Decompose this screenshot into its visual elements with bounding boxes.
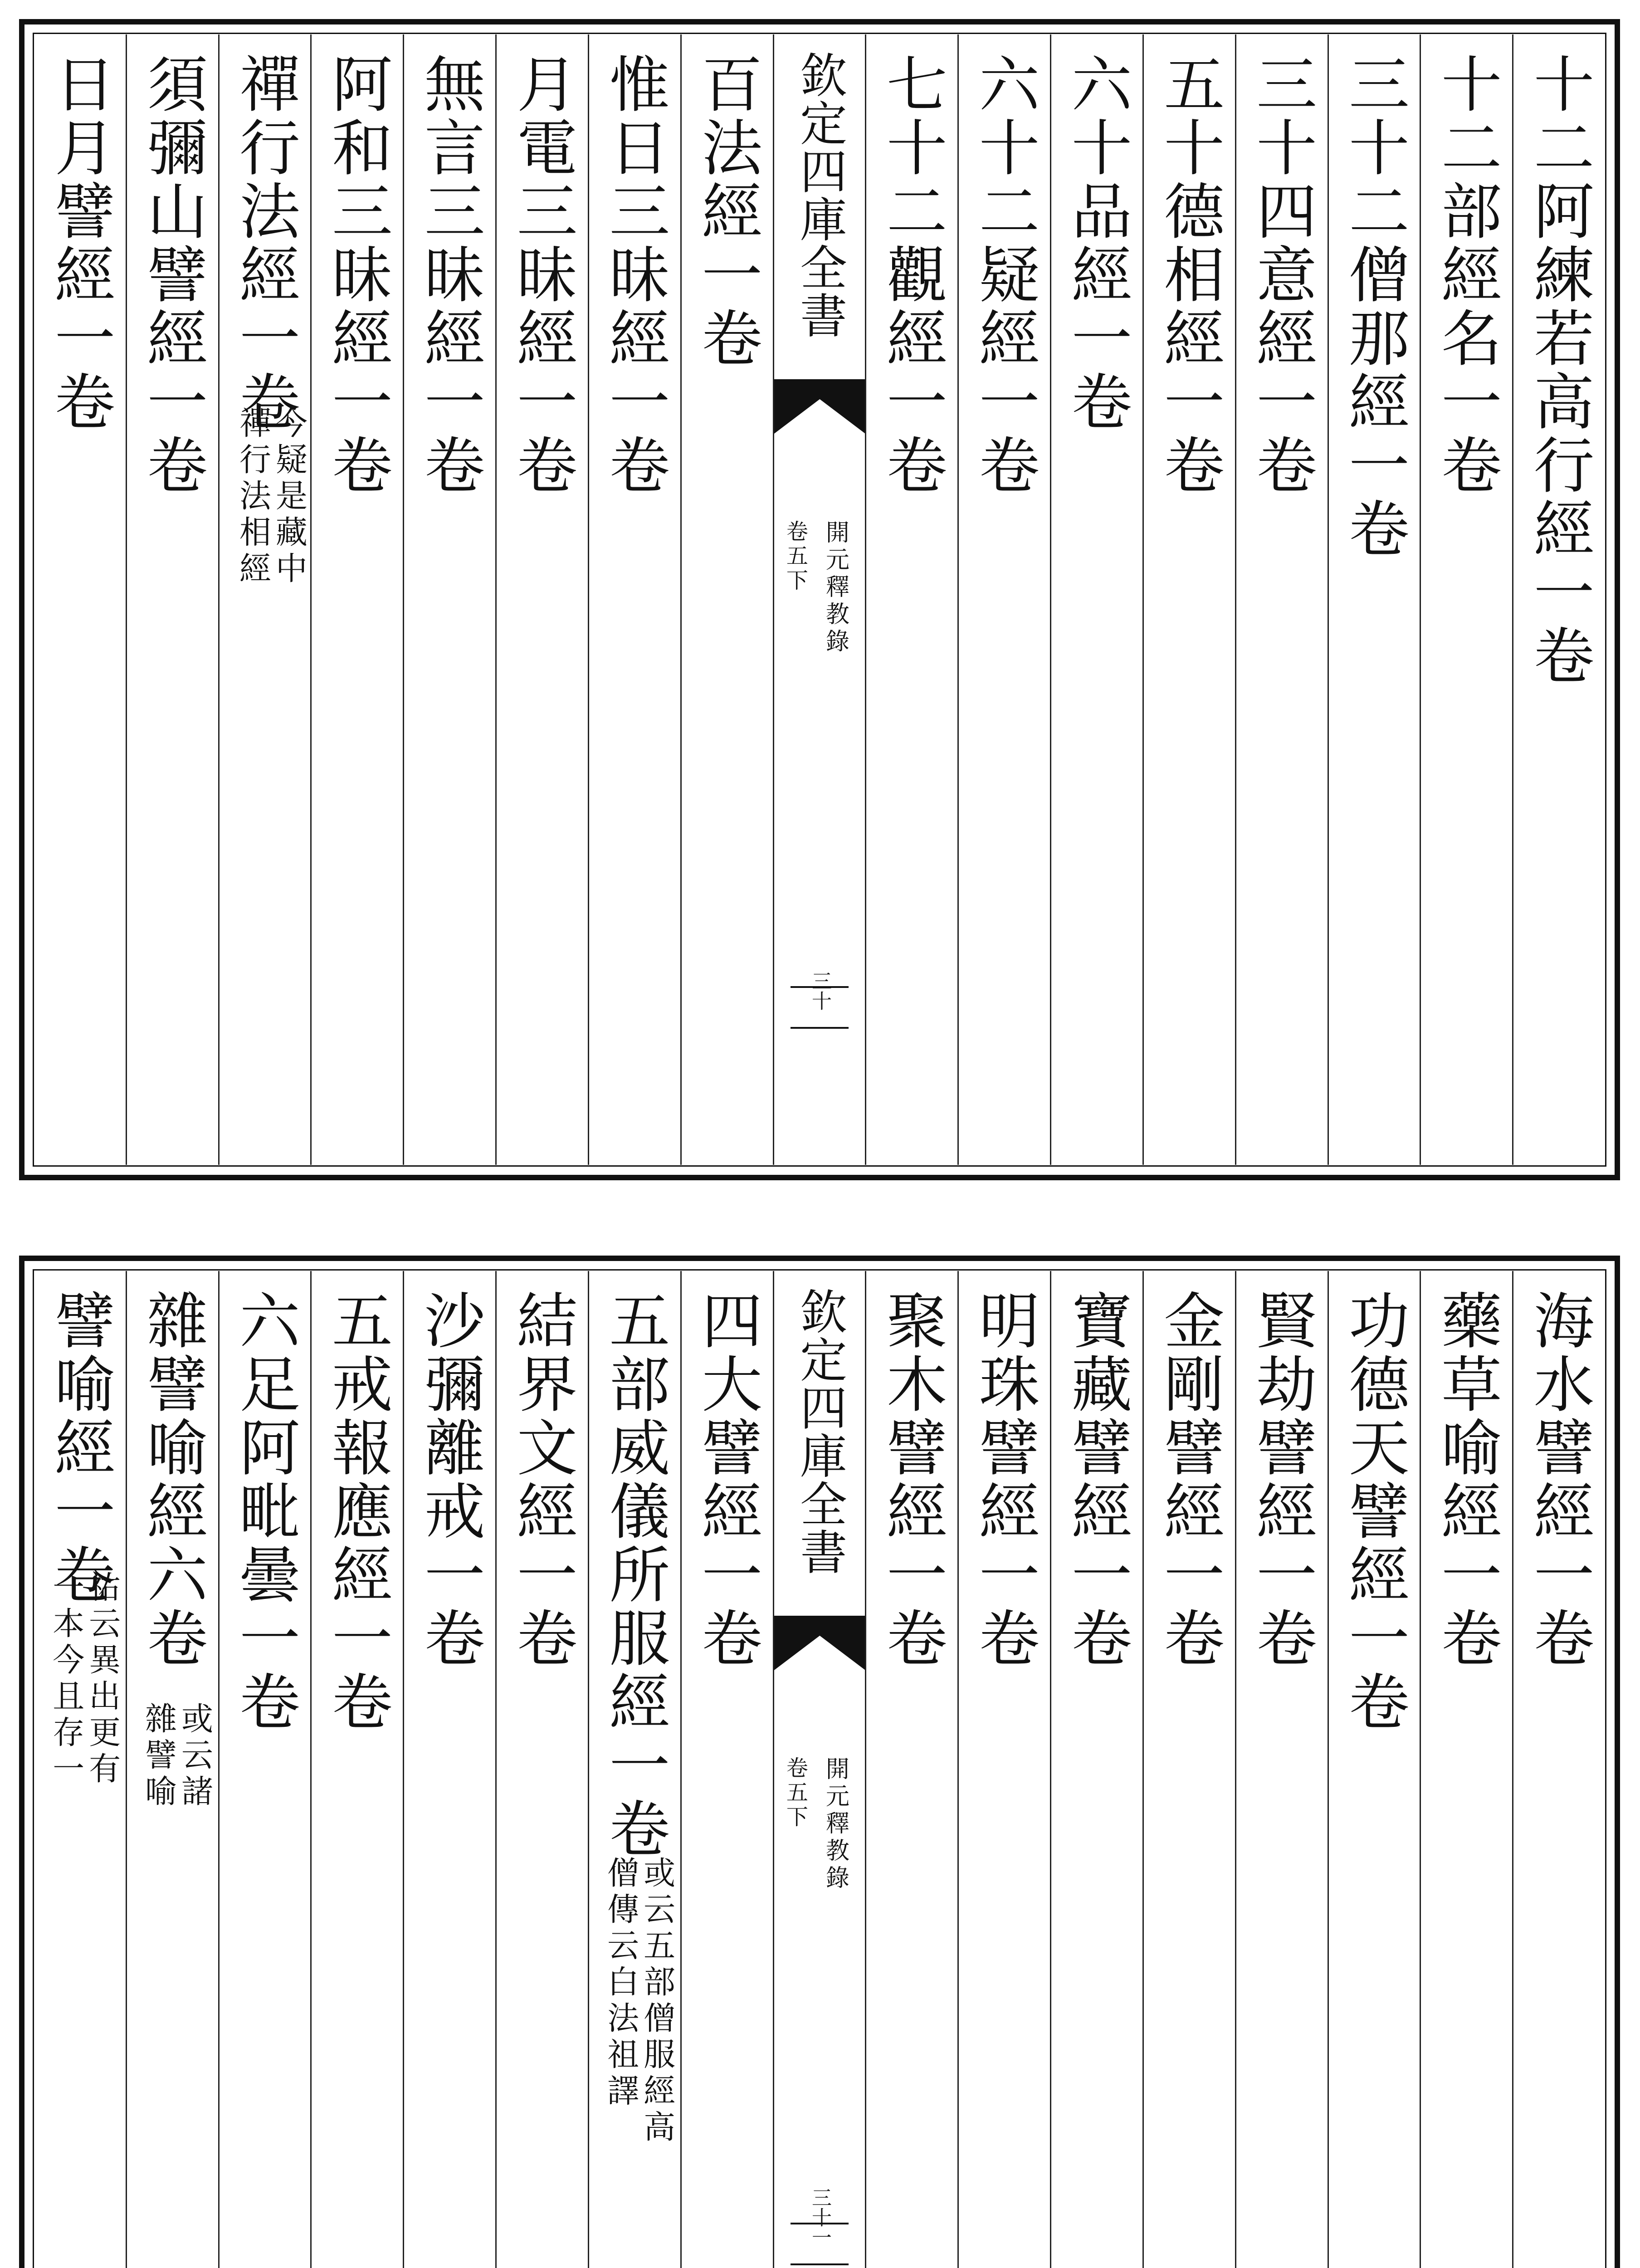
text-column [957,34,1050,1165]
sutra-title: 六十品經一卷 [1061,53,1132,434]
annotation-line: 祐云異出更有 [83,1570,121,1788]
sutra-title: 十二阿練若高行經一卷 [1523,53,1595,688]
text-column [310,1271,403,2268]
book-title: 開元釋教錄 [821,1756,849,1892]
sutra-title: 功德天譬經一卷 [1338,1289,1410,1734]
text-column [495,34,588,1165]
annotation-line: 禪行法相經 [234,406,272,588]
sutra-title: 賢劫譬經一卷 [1246,1289,1318,1670]
sutra-title: 聚木譬經一卷 [876,1289,947,1670]
sutra-title: 明珠譬經一卷 [969,1289,1040,1670]
fold-center [774,34,865,1165]
sutra-title: 阿和三昧經一卷 [322,53,393,497]
annotation-line: 今疑是藏中 [270,406,308,588]
text-column [34,34,126,1165]
text-column [1328,1271,1420,2268]
text-column [957,1271,1050,2268]
sutra-title: 四大譬經一卷 [692,1289,763,1670]
leaf-number: 三十一 [808,2187,831,2247]
sutra-title: 寶藏譬經一卷 [1061,1289,1132,1670]
annotation-line: 一本今且存一 [47,1570,85,1788]
sutra-title: 百法經一卷 [692,53,763,370]
text-column [218,34,311,1165]
text-column [403,1271,495,2268]
collection-title: 欽定四庫全書 [791,1287,847,1576]
annotation-line: 雜譬喻 [140,1702,177,1811]
text-column [865,1271,957,2268]
leaf-number: 三十 [808,971,831,1011]
text-column [126,1271,218,2268]
text-column [1512,34,1605,1165]
text-column [865,34,957,1165]
text-column [588,1271,680,2268]
text-column [34,1271,126,2268]
sutra-title: 六十二疑經一卷 [969,53,1040,497]
text-column [126,34,218,1165]
fold-column [773,1271,865,2268]
sutra-title: 三十四意經一卷 [1246,53,1318,497]
top-columns [34,34,1605,1165]
annotation [596,1856,676,2146]
sutra-title: 五十德相經一卷 [1154,53,1225,497]
fold-rule [791,1027,849,1029]
sutra-title: 禪行法經一卷 [229,53,300,434]
annotation-line: 或云五部僧服經高 [638,1856,676,2146]
sutra-title: 沙彌離戒一卷 [414,1289,485,1670]
annotation [42,1570,121,1788]
collection-title: 欽定四庫全書 [791,51,847,339]
juan-label: 卷五下 [782,1756,808,1830]
book-title: 開元釋教錄 [821,520,849,656]
text-column [1142,1271,1235,2268]
text-column [1512,1271,1605,2268]
sutra-title: 藥草喻經一卷 [1431,1289,1502,1670]
sutra-title: 日月譬經一卷 [44,53,116,434]
bottom-page [19,1256,1620,2268]
text-column [1050,34,1142,1165]
bottom-columns [34,1271,1605,2268]
sutra-title: 月電三昧經一卷 [507,53,578,497]
text-column [680,34,773,1165]
juan-label: 卷五下 [782,520,808,593]
annotation-line: 僧傳云白法祖譯 [602,1856,639,2110]
fishtail-ornament-icon [774,1616,865,1670]
text-column [1328,34,1420,1165]
sutra-title: 五部威儀所服經一卷 [599,1289,670,1861]
text-column [1142,34,1235,1165]
sutra-title: 金剛譬經一卷 [1154,1289,1225,1670]
text-column [1235,1271,1328,2268]
sutra-title: 海水譬經一卷 [1523,1289,1595,1670]
text-column [495,1271,588,2268]
text-column [1420,34,1512,1165]
sutra-title: 須彌山譬經一卷 [137,53,208,497]
sutra-title: 五戒報應經一卷 [322,1289,393,1734]
annotation [138,1702,214,1811]
sutra-title: 結界文經一卷 [507,1289,578,1670]
sutra-title: 七十二觀經一卷 [876,53,947,497]
fold-center [774,1271,865,2268]
text-column [218,1271,311,2268]
text-column [310,34,403,1165]
sutra-title: 六足阿毗曇一卷 [229,1289,300,1734]
fold-column [773,34,865,1165]
annotation-line: 或云諸 [176,1702,214,1811]
text-column [1050,1271,1142,2268]
sutra-title: 三十二僧那經一卷 [1338,53,1410,561]
text-column [1420,1271,1512,2268]
sutra-title: 十二部經名一卷 [1431,53,1502,497]
top-page [19,19,1620,1180]
sutra-title: 譬喻經一卷 [44,1289,116,1607]
text-column [403,34,495,1165]
text-column [680,1271,773,2268]
sutra-title: 惟日三昧經一卷 [599,53,670,497]
fold-rule [791,2263,849,2265]
sutra-title: 雜譬喻經六卷 [137,1289,208,1670]
text-column [588,34,680,1165]
sutra-title: 無言三昧經一卷 [414,53,485,497]
annotation [229,406,308,588]
text-column [1235,34,1328,1165]
fishtail-ornament-icon [774,379,865,434]
